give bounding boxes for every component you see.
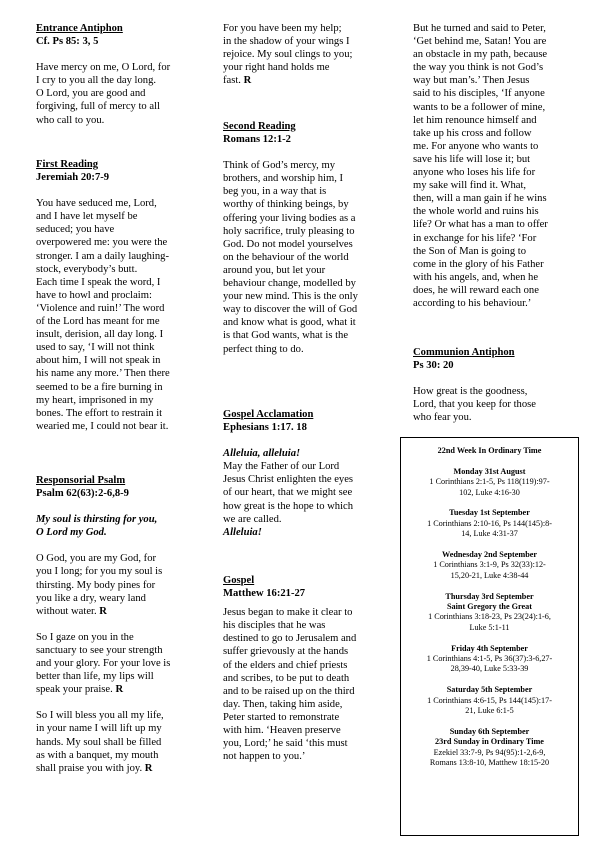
communion-text	[413, 385, 573, 424]
text-line: seduced; you have	[36, 224, 115, 236]
text-line: is that God wants, what is the	[223, 330, 349, 342]
text-line: you, Lord;’ he said ‘this must	[223, 738, 348, 750]
second-reading-heading: Second Reading	[223, 121, 296, 132]
text-line: in the shadow of your wings I	[223, 36, 350, 48]
text-line: who call to you.	[36, 114, 105, 126]
text-line: behaviour change, modelled by	[223, 278, 356, 290]
text-line: offering your living bodies as a	[223, 212, 356, 224]
text-line: the way you think is not God’s	[413, 62, 544, 74]
text-line: way to discover the will of God	[223, 304, 358, 316]
text-line: Jesus Christ enlighten the eyes	[223, 474, 354, 486]
text-line: Peter started to remonstrate	[223, 711, 340, 723]
text-line: ‘Get behind me, Satan! You are	[413, 36, 547, 48]
text-line: your new mind. This is the only	[223, 291, 358, 303]
text-line: overpowered me: you were the	[36, 237, 168, 249]
text-line: wants to be a follower of mine,	[413, 101, 546, 113]
text-line: who fear you.	[413, 412, 472, 424]
text-line	[36, 683, 196, 696]
gospel-heading: Gospel	[223, 575, 255, 586]
day-entry	[405, 685, 574, 716]
text-line: O God, you are my God, for	[36, 553, 157, 565]
text-line: you I long; for you my soul is	[36, 566, 163, 578]
response-marker: R	[99, 605, 107, 617]
text-line: I cry to you all the day long.	[36, 75, 157, 87]
text-line: So I gaze on you in the	[36, 631, 134, 643]
text-line: hands. My soul shall be filled	[36, 736, 162, 748]
day-readings: Ezekiel 33:7-9, Ps 94(95):1-2,6-9,	[433, 747, 546, 757]
day-readings: 14, Luke 4:31-37	[461, 529, 518, 539]
text-line: Each time I speak the word, I	[36, 276, 161, 288]
text-line: stock, everybody’s butt.	[36, 263, 138, 275]
text-line: save his life will lose it; but	[413, 153, 531, 165]
text-line: with his angels, and, when he	[413, 271, 539, 283]
text-line: not happen to you.’	[223, 751, 306, 763]
text-line: For you have been my help;	[223, 23, 342, 34]
text-line: forgiving, full of mercy to all	[36, 101, 160, 113]
day-entry	[405, 644, 574, 675]
day-title: Wednesday 2nd September	[441, 550, 538, 560]
gospel-text	[223, 606, 383, 763]
day-readings: 1 Corinthians 3:18-23, Ps 23(24):1-6,	[428, 612, 551, 622]
psalm-verse-4	[223, 22, 383, 87]
text-line: in exchange for his life? ‘For	[413, 232, 537, 244]
text-line: destined to go to Jerusalem and	[223, 633, 357, 645]
text-line: thirsting. My body pines for	[36, 579, 156, 591]
text-line: O Lord, you are good and	[36, 88, 146, 100]
text-line: in your name I will lift up my	[36, 723, 162, 735]
first-reading-section	[36, 158, 196, 433]
text-line: have to howl and proclaim:	[36, 289, 152, 301]
text-line: of our heart, that we might see	[223, 487, 353, 499]
entrance-antiphon-text	[36, 61, 196, 126]
week-title: 22nd Week In Ordinary Time	[437, 446, 542, 455]
entrance-antiphon-section	[36, 22, 196, 127]
text-line: how great is the hope to which	[223, 500, 354, 512]
text-line: suffer grievously at the hands	[223, 646, 349, 658]
text-line: come in the glory of his Father	[413, 258, 544, 270]
text-line: about him, I will not speak in	[36, 355, 161, 367]
text-line: How great is the goodness,	[413, 386, 528, 398]
psalm-ref: Psalm 62(63):2-6,8-9	[36, 488, 129, 500]
day-title: Saturday 5th September	[446, 685, 533, 695]
weekday-readings-box	[400, 437, 579, 836]
text-fragment: without water.	[36, 605, 97, 617]
text-line: on the behaviour of the world	[223, 251, 349, 263]
second-reading-ref: Romans 12:1-2	[223, 134, 291, 146]
day-readings: 1 Corinthians 2:10-16, Ps 144(145):8-	[427, 518, 552, 528]
text-line: way but man’s.’ Then Jesus	[413, 75, 530, 87]
day-title: Thursday 3rd September	[445, 591, 534, 601]
text-line: my sake will find it. What,	[413, 180, 527, 192]
text-line: you like a dry, weary land	[36, 592, 146, 604]
day-entry	[405, 467, 574, 498]
gospel-ref: Matthew 16:21-27	[223, 588, 306, 600]
day-entry	[405, 592, 574, 634]
day-title: Sunday 6th September	[449, 726, 530, 736]
text-line: rejoice. My soul clings to you;	[223, 49, 353, 61]
text-line: said to his disciples, ‘If anyone	[413, 88, 545, 100]
text-line: worthy of thinking beings, by	[223, 199, 349, 211]
text-line: does, he will reward each one	[413, 284, 539, 296]
text-line: and to be raised up on the third	[223, 685, 355, 697]
second-reading-section	[223, 120, 383, 356]
text-line: wearied me, I could not bear it.	[36, 420, 169, 432]
psalm-verse-2	[36, 631, 196, 696]
day-title: Friday 4th September	[451, 643, 528, 653]
day-title: Tuesday 1st September	[449, 508, 530, 518]
text-line: with him. ‘Heaven preserve	[223, 725, 341, 737]
text-line: But he turned and said to Peter,	[413, 23, 546, 34]
day-entry	[405, 550, 574, 581]
text-line: his name any more.’ Then there	[36, 368, 170, 380]
text-fragment: fast.	[223, 75, 241, 87]
psalm-heading: Responsorial Psalm	[36, 475, 126, 486]
text-line: according to his behaviour.’	[413, 297, 532, 309]
text-line: perfect thing to do.	[223, 343, 304, 355]
text-line: Jesus began to make it clear to	[223, 607, 353, 619]
acclamation-heading: Gospel Acclamation	[223, 409, 314, 420]
text-line: better than life, my lips will	[36, 671, 154, 683]
second-reading-text	[223, 159, 383, 355]
text-line: life? Or what has a man to offer	[413, 219, 548, 231]
text-line: Think of God’s mercy, my	[223, 160, 335, 172]
day-readings: 21, Luke 6:1-5	[465, 706, 514, 716]
text-line: and I have let myself be	[36, 211, 138, 223]
text-line: My soul is thirsting for you,	[36, 514, 158, 526]
text-line: an obstacle in my path, because	[413, 49, 548, 61]
text-line: and know what is good, what it	[223, 317, 356, 329]
acclamation-alleluia: Alleluia, alleluia!	[223, 448, 301, 460]
text-line	[223, 74, 383, 87]
response-marker: R	[144, 762, 153, 774]
text-fragment: shall praise you with joy.	[36, 762, 143, 774]
text-line: day. Then, taking him aside,	[223, 698, 343, 710]
day-feast: 23rd Sunday in Ordinary Time	[435, 737, 544, 747]
text-line: Have mercy on me, O Lord, for	[36, 62, 171, 74]
text-line: anyone who loses his life for	[413, 167, 536, 179]
text-line: used to say, ‘I will not think	[36, 342, 155, 354]
text-line	[36, 762, 196, 775]
text-line: my heart, imprisoned in my	[36, 394, 154, 406]
first-reading-ref: Jeremiah 20:7-9	[36, 172, 110, 184]
text-line: insult, derision, all day long. I	[36, 329, 164, 341]
text-line: O Lord my God.	[36, 527, 107, 539]
text-line: Lord, that you keep for those	[413, 399, 536, 411]
text-line: ‘Violence and ruin!’ The word	[36, 302, 165, 314]
day-title: Monday 31st August	[453, 466, 526, 476]
text-line: the whole world and ruins his	[413, 206, 539, 218]
day-readings: 102, Luke 4:16-30	[459, 487, 520, 497]
text-line: You have seduced me, Lord,	[36, 198, 157, 210]
acclamation-alleluia-end: Alleluia!	[223, 526, 262, 538]
gospel-continuation	[413, 22, 573, 310]
text-line: let him renounce himself and	[413, 114, 537, 126]
text-line: your right hand holds me	[223, 62, 330, 74]
entrance-antiphon-ref: Cf. Ps 85: 3, 5	[36, 36, 99, 48]
day-readings: 1 Corinthians 2:1-5, Ps 118(119):97-	[429, 477, 550, 487]
text-line: me. For anyone who wants to	[413, 140, 539, 152]
text-line: take up his cross and follow	[413, 127, 532, 139]
communion-ref: Ps 30: 20	[413, 360, 454, 372]
text-line: we are called.	[223, 513, 282, 525]
text-line: beg you, in a way that is	[223, 186, 327, 198]
text-line: God. Do not model yourselves	[223, 238, 353, 250]
day-readings: 15,20-21, Luke 4:38-44	[450, 570, 529, 580]
text-line: his disciples that he was	[223, 620, 326, 632]
day-readings: 28,39-40, Luke 5:33-39	[450, 664, 529, 674]
text-fragment: speak your praise.	[36, 684, 113, 696]
day-entry	[405, 727, 574, 769]
text-line: bones. The effort to restrain it	[36, 407, 163, 419]
day-readings: 1 Corinthians 4:6-15, Ps 144(145):17-	[427, 695, 552, 705]
text-line: of the Lord has meant for me	[36, 316, 160, 328]
day-readings: 1 Corinthians 3:1-9, Ps 32(33):12-	[433, 560, 546, 570]
text-line: as with a banquet, my mouth	[36, 749, 159, 761]
day-readings: 1 Corinthians 4:1-5, Ps 36(37):3-6,27-	[426, 654, 553, 664]
day-feast: Saint Gregory the Great	[447, 602, 532, 612]
text-line: around you, but let your	[223, 264, 326, 276]
gospel-acclamation-section	[223, 408, 383, 539]
text-line: then, will a man gain if he wins	[413, 193, 547, 205]
text-line: sanctuary to see your strength	[36, 644, 163, 656]
text-line: of the elders and chief priests	[223, 659, 348, 671]
responsorial-psalm-section	[36, 474, 196, 775]
text-line	[36, 605, 196, 618]
psalm-verse-1	[36, 552, 196, 617]
text-line: and scribes, to be put to death	[223, 672, 350, 684]
communion-heading: Communion Antiphon	[413, 347, 515, 358]
text-line: brothers, and worship him, I	[223, 173, 344, 185]
text-line: holy sacrifice, truly pleasing to	[223, 225, 355, 237]
acclamation-ref: Ephesians 1:17. 18	[223, 422, 307, 434]
communion-antiphon-section	[413, 346, 573, 424]
first-reading-text	[36, 197, 196, 433]
response-marker: R	[115, 684, 124, 696]
text-line: the Son of Man is going to	[413, 245, 526, 257]
text-line: stronger. I am a daily laughing-	[36, 250, 169, 262]
text-line: seemed to be a fire burning in	[36, 381, 163, 393]
response-marker: R	[243, 75, 252, 87]
gospel-section	[223, 574, 383, 763]
text-line: May the Father of our Lord	[223, 461, 340, 473]
psalm-response	[36, 513, 196, 539]
day-readings: Romans 13:8-10, Matthew 18:15-20	[429, 758, 550, 768]
first-reading-heading: First Reading	[36, 159, 99, 170]
psalm-verse-3	[36, 709, 196, 774]
text-line: So I will bless you all my life,	[36, 710, 164, 722]
text-line: and your glory. For your love is	[36, 658, 171, 670]
acclamation-text	[223, 460, 383, 525]
day-readings: Luke 5:1-11	[469, 622, 510, 632]
day-entry	[405, 508, 574, 539]
entrance-antiphon-heading: Entrance Antiphon	[36, 23, 123, 34]
